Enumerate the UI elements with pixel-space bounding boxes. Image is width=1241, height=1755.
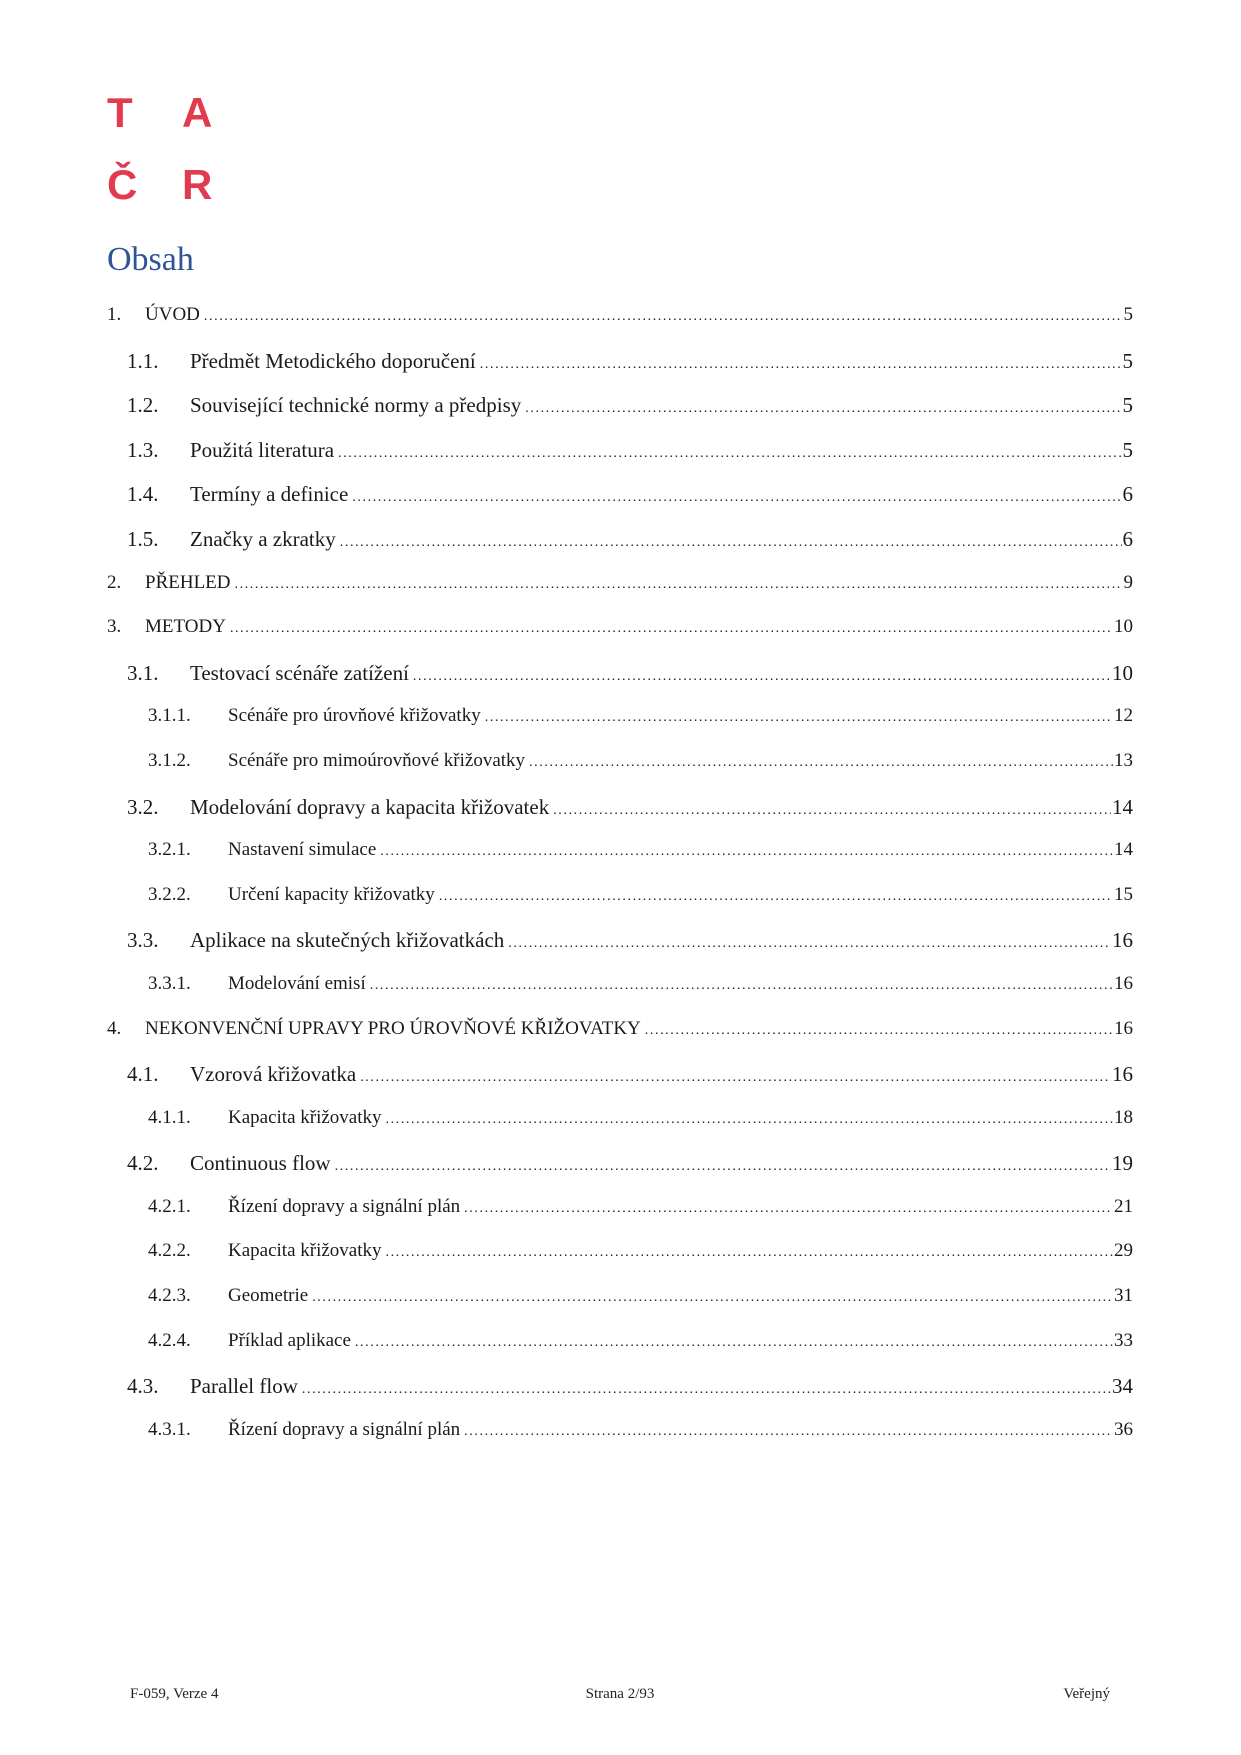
toc-entry-number: 1. (107, 304, 122, 325)
dot-leader (464, 1424, 1113, 1440)
toc-entry[interactable] (107, 560, 1133, 605)
toc-entry[interactable] (107, 916, 1133, 961)
toc-entry[interactable] (107, 1273, 1133, 1318)
table-of-contents (107, 292, 1133, 1451)
toc-entry-page: 5 (1122, 437, 1133, 462)
toc-entry[interactable] (107, 649, 1133, 694)
toc-entry[interactable] (107, 693, 1133, 738)
toc-entry[interactable] (107, 961, 1133, 1006)
dot-leader (340, 535, 1122, 551)
toc-entry[interactable] (107, 426, 1133, 471)
toc-entry[interactable] (107, 515, 1133, 560)
toc-entry[interactable] (107, 604, 1133, 649)
toc-entry-page: 15 (1114, 883, 1133, 905)
toc-entry-number: 3.2.2. (148, 883, 191, 905)
toc-entry-page: 6 (1122, 526, 1133, 551)
toc-entry[interactable] (107, 1095, 1133, 1140)
dot-leader (386, 1245, 1113, 1261)
toc-entry-number: 1.2. (127, 393, 159, 418)
toc-entry-title: Modelování emisí (228, 972, 366, 994)
toc-entry-title: Kapacita křižovatky (228, 1240, 382, 1262)
toc-entry-page: 29 (1114, 1240, 1133, 1262)
footer-page-number: Strana 2/93 (585, 1686, 655, 1702)
toc-entry-page: 13 (1114, 749, 1133, 771)
toc-entry[interactable] (107, 1184, 1133, 1229)
toc-entry-page: 9 (1123, 571, 1133, 593)
dot-leader (464, 1201, 1113, 1217)
page-footer (0, 1686, 1241, 1703)
toc-entry-number: 3.1.2. (148, 749, 191, 771)
dot-leader (338, 446, 1121, 462)
toc-entry-title: Příklad aplikace (228, 1329, 351, 1351)
dot-leader (485, 710, 1113, 726)
toc-entry-page: 21 (1114, 1195, 1133, 1217)
dot-leader (352, 490, 1121, 506)
logo-letter-r: R (182, 161, 213, 208)
toc-entry-page: 31 (1114, 1285, 1133, 1307)
toc-entry[interactable] (107, 783, 1133, 828)
toc-heading: Obsah (107, 241, 194, 278)
dot-leader (235, 577, 1123, 593)
toc-entry[interactable] (107, 470, 1133, 515)
toc-entry-page: 12 (1114, 705, 1133, 727)
toc-entry-number: 4.2.1. (148, 1195, 191, 1217)
toc-entry-number: 1.4. (127, 482, 159, 507)
logo-letter-c: Č (107, 161, 138, 208)
toc-entry-title: Termíny a definice (190, 482, 349, 507)
toc-entry-title: Modelování dopravy a kapacita křižovatek (190, 794, 550, 819)
toc-entry[interactable] (107, 827, 1133, 872)
toc-entry-title: METODY (145, 616, 226, 638)
toc-entry-page: 16 (1114, 1017, 1133, 1039)
toc-entry[interactable] (107, 337, 1133, 382)
toc-entry[interactable] (107, 1407, 1133, 1452)
toc-entry-title: Nastavení simulace (228, 839, 377, 861)
toc-entry-number: 3.3.1. (148, 972, 191, 994)
toc-entry[interactable] (107, 872, 1133, 917)
dot-leader (380, 844, 1113, 860)
toc-entry-number: 4.2. (127, 1151, 159, 1176)
toc-entry-number: 4.2.2. (148, 1240, 191, 1262)
toc-entry-title: Parallel flow (190, 1374, 298, 1399)
toc-entry-title: Scénáře pro mimoúrovňové křižovatky (228, 749, 526, 771)
toc-entry-title: Určení kapacity křižovatky (228, 883, 435, 905)
footer-visibility: Veřejný (1063, 1686, 1111, 1702)
toc-entry-title: Značky a zkratky (190, 526, 336, 551)
dot-leader (312, 1290, 1113, 1306)
toc-entry-title: PŘEHLED (145, 571, 231, 593)
toc-entry-number: 4.3. (127, 1374, 159, 1399)
toc-entry-number: 3.1.1. (148, 705, 191, 727)
toc-entry[interactable] (107, 1139, 1133, 1184)
dot-leader (360, 1070, 1111, 1086)
toc-entry[interactable] (107, 738, 1133, 783)
toc-entry-page: 14 (1112, 794, 1133, 819)
logo-letter-a: A (182, 89, 213, 136)
dot-leader (439, 889, 1113, 905)
toc-entry-number: 1.1. (127, 348, 159, 373)
toc-entry-title: Geometrie (228, 1285, 309, 1307)
toc-entry[interactable] (107, 1318, 1133, 1363)
toc-entry[interactable] (107, 1050, 1133, 1095)
dot-leader (508, 936, 1111, 952)
toc-entry-number: 1.3. (127, 437, 159, 462)
toc-entry-page: 16 (1112, 1062, 1133, 1087)
toc-entry-page: 10 (1112, 660, 1133, 685)
toc-entry-title: Řízení dopravy a signální plán (228, 1195, 461, 1217)
dot-leader (553, 803, 1111, 819)
toc-entry-number: 2. (107, 571, 122, 593)
toc-entry-number: 1.5. (127, 526, 159, 551)
toc-entry-page: 5 (1122, 348, 1133, 373)
toc-entry[interactable] (107, 292, 1133, 337)
toc-entry-title: NEKONVENČNÍ UPRAVY PRO ÚROVŇOVÉ KŘIŽOVATKY (145, 1017, 641, 1039)
toc-entry-page: 10 (1114, 616, 1133, 638)
toc-entry-number: 4.2.3. (148, 1285, 191, 1307)
footer-form-version: F-059, Verze 4 (130, 1686, 219, 1702)
toc-entry[interactable] (107, 1006, 1133, 1051)
dot-leader (335, 1159, 1111, 1175)
toc-entry-page: 19 (1112, 1151, 1133, 1176)
dot-leader (525, 401, 1121, 417)
dot-leader (480, 357, 1122, 373)
dot-leader (645, 1023, 1113, 1039)
toc-entry-title: Scénáře pro úrovňové křižovatky (228, 705, 481, 727)
dot-leader (230, 621, 1113, 637)
toc-entry-page: 34 (1112, 1374, 1133, 1399)
toc-entry-title: Testovací scénáře zatížení (190, 660, 409, 685)
toc-entry-number: 4.2.4. (148, 1329, 191, 1351)
toc-entry-title: Continuous flow (190, 1151, 331, 1176)
toc-entry-title: Aplikace na skutečných křižovatkách (190, 928, 505, 953)
toc-entry-page: 18 (1114, 1106, 1133, 1128)
dot-leader (413, 669, 1111, 685)
dot-leader (529, 755, 1113, 771)
tacr-logo (107, 89, 257, 208)
toc-entry[interactable] (107, 1362, 1133, 1407)
toc-entry-page: 14 (1114, 839, 1133, 861)
logo-letter-t: T (107, 89, 133, 136)
toc-entry-page: 36 (1114, 1418, 1133, 1440)
toc-entry-title: Související technické normy a předpisy (190, 393, 522, 418)
toc-entry-page: 33 (1114, 1329, 1133, 1351)
toc-entry-page: 6 (1122, 482, 1133, 507)
toc-entry-number: 3.3. (127, 928, 159, 953)
toc-entry-number: 4.1.1. (148, 1106, 191, 1128)
toc-entry-page: 16 (1112, 928, 1133, 953)
toc-entry-page: 5 (1123, 304, 1133, 325)
toc-entry-number: 4.1. (127, 1062, 159, 1087)
toc-entry-number: 3.2.1. (148, 839, 191, 861)
dot-leader (386, 1112, 1113, 1128)
dot-leader (370, 978, 1113, 994)
toc-entry-page: 5 (1122, 393, 1133, 418)
toc-entry[interactable] (107, 381, 1133, 426)
toc-entry-title: ÚVOD (145, 304, 200, 325)
toc-entry-number: 3.2. (127, 794, 159, 819)
dot-leader (302, 1382, 1111, 1398)
toc-entry-title: Vzorová křižovatka (190, 1062, 357, 1087)
toc-entry-title: Kapacita křižovatky (228, 1106, 382, 1128)
toc-entry-page: 16 (1114, 972, 1133, 994)
toc-entry-title: Předmět Metodického doporučení (190, 348, 476, 373)
dot-leader (204, 309, 1123, 325)
dot-leader (355, 1335, 1113, 1351)
toc-entry-number: 3. (107, 616, 122, 638)
toc-entry-title: Použitá literatura (190, 437, 335, 462)
toc-entry-number: 4. (107, 1017, 122, 1039)
toc-entry-number: 3.1. (127, 660, 159, 685)
toc-entry[interactable] (107, 1228, 1133, 1273)
toc-entry-number: 4.3.1. (148, 1418, 191, 1440)
toc-entry-title: Řízení dopravy a signální plán (228, 1418, 461, 1440)
